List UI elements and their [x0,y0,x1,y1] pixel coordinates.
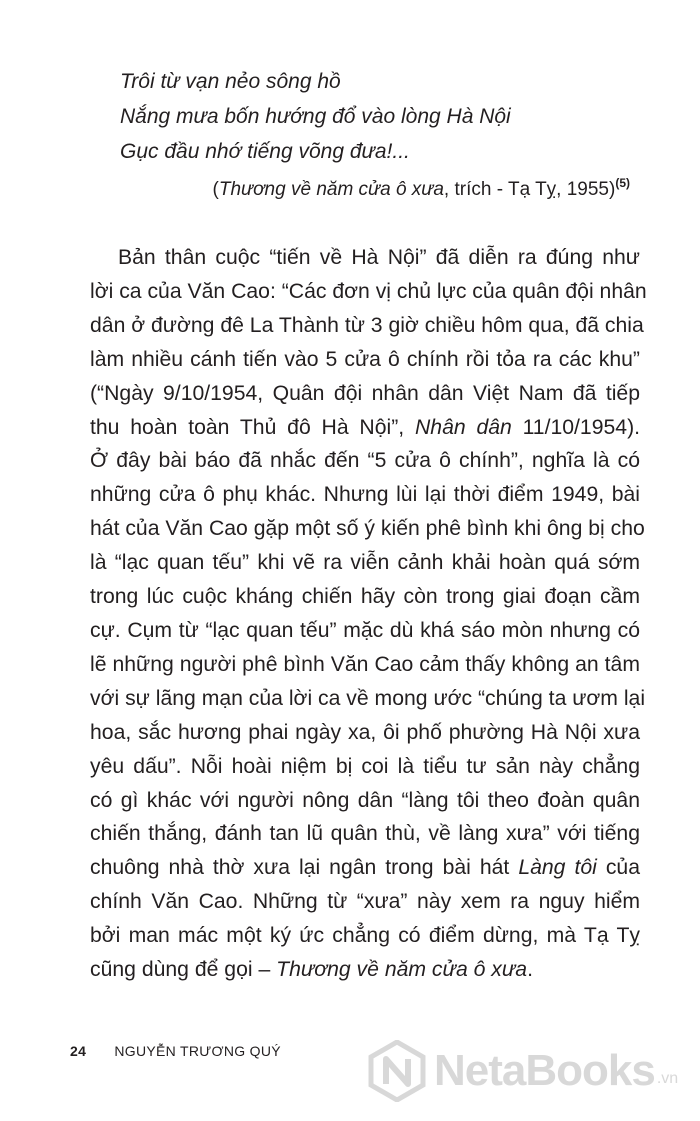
text-run: cự. Cụm từ “lạc quan tếu” mặc dù khá sáo mòn nhưng có [90,618,640,642]
page-footer [70,1043,281,1059]
text-run: yêu dấu”. Nỗi hoài niệm bị coi là tiểu tư sản này chẳng [90,754,640,778]
text-line [90,953,640,987]
text-line [90,648,640,682]
song-title: Làng tôi [518,856,597,880]
running-author: NGUYỄN TRƯƠNG QUÝ [114,1043,281,1059]
text-line [90,512,645,546]
text-run: hoa, sắc hương phai ngày xa, ôi phố phường Hà Nội xưa [90,720,640,744]
citation-title: Thương về năm cửa ô xưa [218,179,444,200]
text-run: Ở đây bài báo đã nhắc đến “5 cửa ô chính”, nghĩa là có [90,449,640,473]
page-number: 24 [70,1043,87,1059]
text-run: làm nhiều cánh tiến vào 5 cửa ô chính rồi tỏa ra các khu” [90,347,640,371]
text-run: là “lạc quan tếu” khi vẽ ra viễn cảnh khải hoàn quá sớm [90,551,640,575]
text-run: của [596,856,640,880]
text-run: với sự lãng mạn của lời ca về mong ước “chúng ta ươm lại [90,686,646,710]
text-run: trong lúc cuộc kháng chiến hãy còn trong giai đoạn cầm [90,585,640,609]
body-paragraph [90,241,647,987]
text-line [90,784,640,818]
text-line [90,546,640,580]
text-run: 11/10/1954). [511,415,641,439]
poem-line: Trôi từ vạn nẻo sông hồ [120,70,341,93]
text-line [90,444,640,478]
text-run: lẽ những người phê bình Văn Cao cảm thấy không an tâm [90,652,640,676]
text-run: lời ca của Văn Cao: “Các đơn vị chủ lực của quân đội nhân [90,279,647,303]
netabooks-logo-icon [366,1040,428,1102]
text-line [90,716,640,750]
text-run: Bản thân cuộc “tiến về Hà Nội” đã diễn ra đúng như [118,246,640,269]
text-line [90,682,646,716]
text-run: . [527,958,533,982]
text-run: chiến thắng, đánh tan lũ quân thù, về làng xưa” với tiếng [90,822,640,846]
text-line [90,580,640,614]
text-run: những cửa ô phụ khác. Nhưng lùi lại thời điểm 1949, bài [90,483,640,507]
text-run: bởi man mác một ký ức chẳng có điểm dừng, mà Tạ Tỵ [90,924,640,948]
citation-open: ( [212,179,219,200]
text-run: cũng dùng để gọi – [90,958,277,982]
text-run: chính Văn Cao. Những từ “xưa” này xem ra nguy hiểm [90,890,640,914]
text-line [90,919,640,953]
poem-line: Nắng mưa bốn hướng đổ vào lòng Hà Nội [120,105,511,128]
text-run: dân ở đường đê La Thành từ 3 giờ chiều hôm qua, đã chia [90,313,644,337]
text-run: hát của Văn Cao gặp một số ý kiến phê bình khi ông bị cho [90,517,645,541]
citation-rest: , trích - Tạ Tỵ, 1955) [443,179,616,200]
text-line [90,343,640,377]
text-line [90,241,640,275]
poem-excerpt [120,64,640,169]
text-line [90,614,640,648]
text-run: chuông nhà thờ xưa lại ngân trong bài hát [90,856,519,880]
text-run: có gì khác với người nông dân “làng tôi theo đoàn quân [90,788,640,812]
text-run: (“Ngày 9/10/1954, Quân đội nhân dân Việt Nam đã tiếp [90,381,640,405]
text-line [90,885,640,919]
watermark-suffix: .vn [656,1070,679,1087]
poem-line: Gục đầu nhớ tiếng võng đưa!... [120,140,410,163]
text-line [90,750,640,784]
work-title: Thương về năm cửa ô xưa [276,958,528,982]
text-line [90,851,640,885]
text-line [90,275,647,309]
newspaper-title: Nhân dân [414,415,512,439]
text-line [90,478,640,512]
text-line [90,377,640,411]
footnote-marker: (5) [615,176,630,190]
text-line [90,411,640,445]
text-line [90,817,640,851]
text-line [90,309,644,343]
text-run: thu hoàn toàn Thủ đô Hà Nội”, [90,415,415,439]
netabooks-watermark [366,1036,696,1106]
poem-citation [213,176,630,201]
watermark-brand: NetaBooks [434,1046,655,1095]
